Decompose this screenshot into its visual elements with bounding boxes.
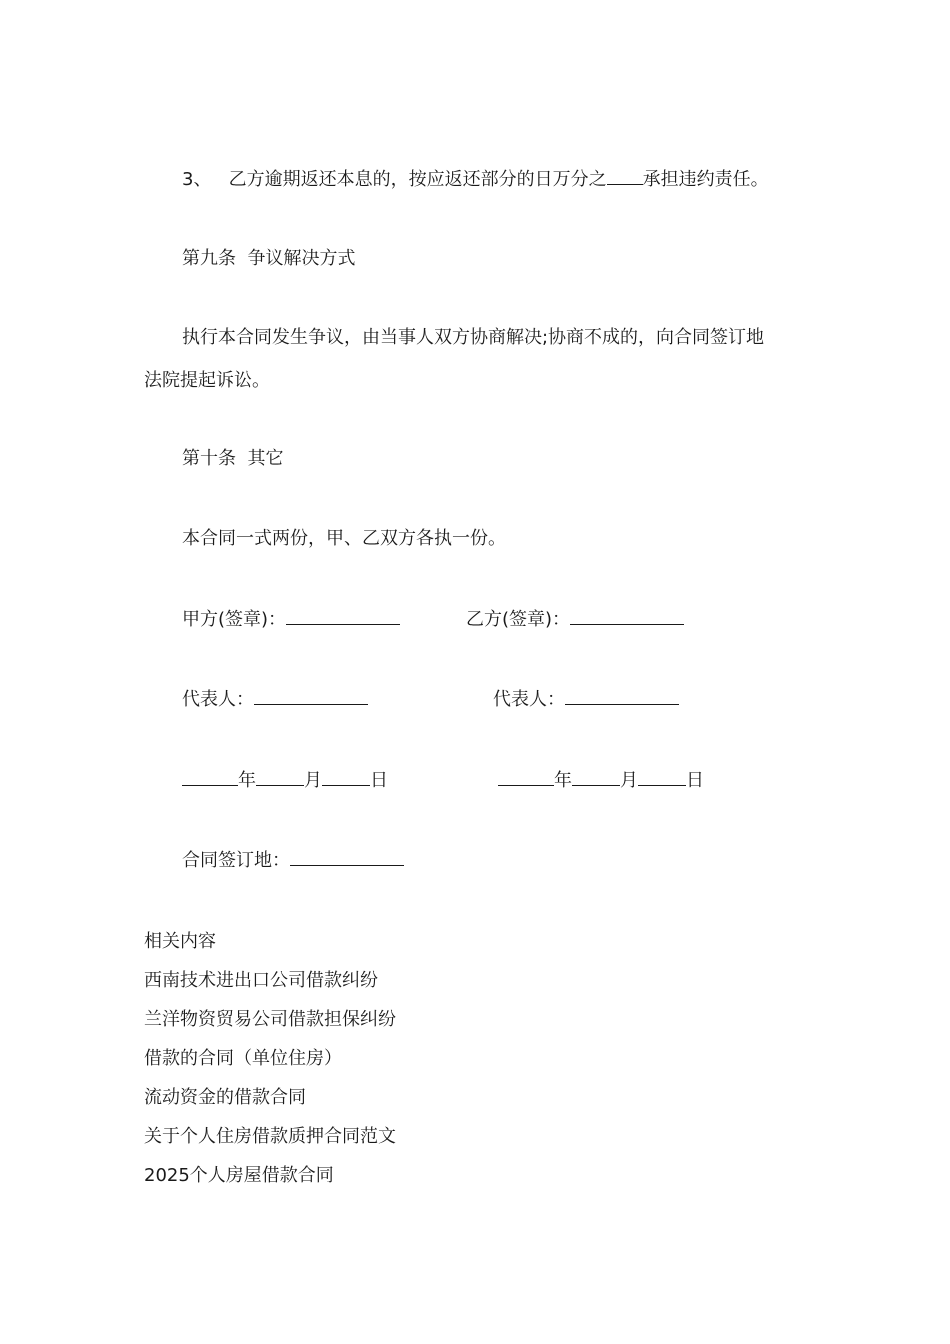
- date-b-year-label: 年: [554, 770, 572, 791]
- related-link-1[interactable]: 西南技术进出口公司借款纠纷: [144, 970, 378, 991]
- clause-3: [182, 166, 769, 192]
- date-a-day-blank: [322, 767, 370, 786]
- date-a-month-label: 月: [304, 770, 322, 791]
- party-b-seal-label: 乙方(签章)：: [466, 609, 571, 630]
- related-link-5[interactable]: 关于个人住房借款质押合同范文: [144, 1126, 396, 1147]
- article-9-body-line1: 执行本合同发生争议，由当事人双方协商解决;协商不成的，向合同签订地: [182, 327, 765, 348]
- rep-b: [493, 686, 679, 712]
- article-9-heading: 第九条 争议解决方式: [182, 248, 356, 269]
- signing-place-label: 合同签订地：: [182, 850, 290, 871]
- rep-b-label: 代表人：: [493, 689, 565, 710]
- party-a-seal-label: 甲方(签章)：: [182, 609, 287, 630]
- date-a-year-label: 年: [238, 770, 256, 791]
- party-a-seal-blank: [286, 606, 400, 625]
- date-b: [498, 767, 704, 793]
- article-9-body-line2: 法院提起诉讼。: [144, 370, 270, 391]
- article-10-heading: 第十条 其它: [182, 448, 284, 469]
- date-b-month-blank: [572, 767, 620, 786]
- related-link-2[interactable]: 兰洋物资贸易公司借款担保纠纷: [144, 1009, 396, 1030]
- rep-a-label: 代表人：: [182, 689, 254, 710]
- article-10-body: 本合同一式两份，甲、乙双方各执一份。: [182, 528, 506, 549]
- date-a-day-label: 日: [370, 770, 388, 791]
- rate-blank: [607, 166, 643, 185]
- date-a-year-blank: [182, 767, 238, 786]
- rep-a: [182, 686, 368, 712]
- date-a: [182, 767, 388, 793]
- clause-3-text-after: 承担违约责任。: [642, 169, 769, 190]
- party-b-seal: [466, 606, 684, 632]
- date-b-day-blank: [638, 767, 686, 786]
- related-link-3[interactable]: 借款的合同（单位住房）: [144, 1048, 342, 1069]
- rep-a-blank: [254, 686, 368, 705]
- related-heading: 相关内容: [144, 931, 216, 952]
- party-b-seal-blank: [570, 606, 684, 625]
- rep-b-blank: [565, 686, 679, 705]
- date-a-month-blank: [256, 767, 304, 786]
- date-b-year-blank: [498, 767, 554, 786]
- date-b-month-label: 月: [620, 770, 638, 791]
- clause-3-number: 3、: [182, 169, 212, 190]
- party-a-seal: [182, 606, 400, 632]
- date-b-day-label: 日: [686, 770, 704, 791]
- signing-place: [182, 847, 404, 873]
- clause-3-text-before: 乙方逾期返还本息的，按应返还部分的日万分之: [228, 169, 607, 190]
- related-link-6[interactable]: 2025个人房屋借款合同: [144, 1165, 334, 1186]
- signing-place-blank: [290, 847, 404, 866]
- related-link-4[interactable]: 流动资金的借款合同: [144, 1087, 306, 1108]
